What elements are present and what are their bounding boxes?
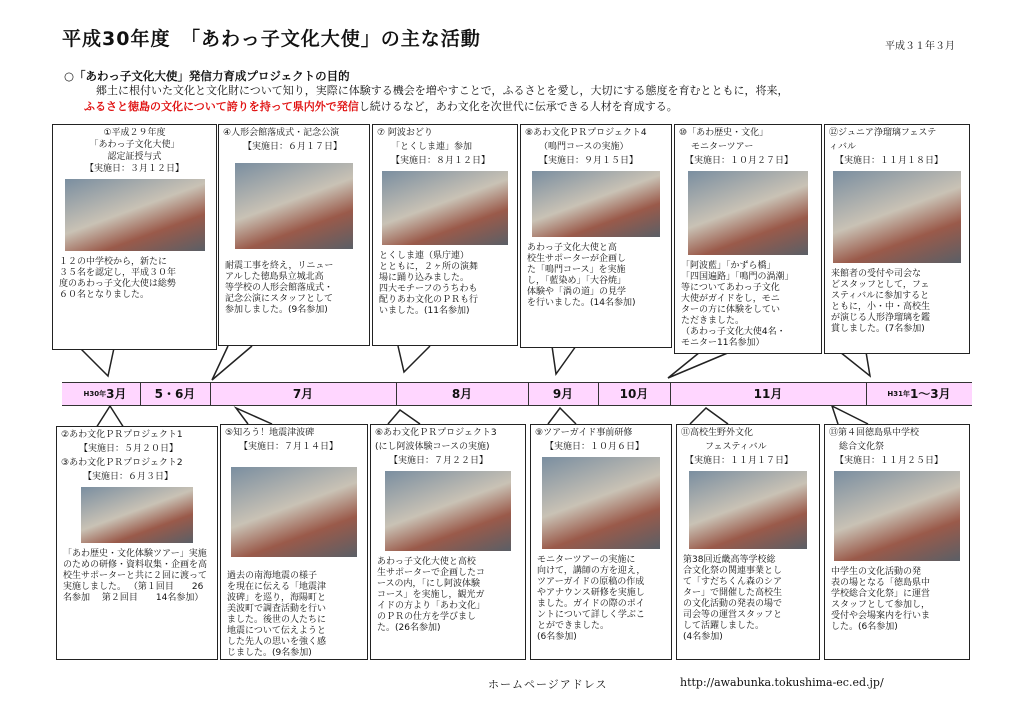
card-heading: ⑥あわ文化ＰＲプロジェクト3 [375,428,497,438]
timeline-divider [866,382,867,406]
timeline-divider [140,382,141,406]
card-body: 過去の南海地震の様子 を現在に伝える「地震津 波碑」を巡り，海陽町と 美波町で調査活動を行い ました。後世の人たちに 地震について伝えようと した先人の思いを強く感 じました。(9名参加) [227,571,327,658]
card-heading: ⑤知ろう！地震津波碑 [225,428,315,438]
pointer-card-10 [668,352,730,378]
card-heading: ④人形会館落成式・記念公演 [223,128,340,138]
timeline-divider [396,382,397,406]
card-body: １２の中学校から，新たに ３５名を認定し，平成３０年 度のあわっ子文化大使は総勢 ６０名となりました。 [59,257,177,300]
footer-url-link[interactable]: http://awabunka.tokushima-ec.ed.jp/ [680,676,884,689]
card-heading: ⑫ジュニア浄瑠璃フェステ [829,128,937,138]
activity-card-8 [520,124,672,348]
photo [385,471,511,551]
card-subheading: （鳴門コースの実施） [539,142,629,152]
photo [235,163,353,249]
timeline-divider [210,382,211,406]
card-date: 【実施日：１０月２７日】 [685,156,794,166]
card-subheading: モニターツアー [691,142,754,152]
pointer-card-5 [236,408,272,424]
card-heading: ⑦ 阿波おどり [377,128,433,138]
card-date: 【実施日：７月２２日】 [389,456,489,466]
pointer-card-12 [840,352,870,376]
activity-card-9 [530,424,672,660]
photo [688,171,808,255]
card-date: 【実施日：５月２０日】 [79,444,179,454]
card-subheading: ィバル [829,142,857,152]
card-date-2: 【実施日：６月３日】 [83,472,174,482]
card-subheading-2: 認定証授与式 [107,152,162,162]
activity-card-4 [218,124,370,346]
photo [81,487,193,543]
timeline-h30-march [70,384,140,404]
card-body: 第38回近畿高等学校総 合文化祭の関連事業とし て「すだちくん森のシア ター」で開催した高校生 の文化活動の発表の場で 司会等の運営スタッフと して活躍しました。 (4名参加) [683,555,783,642]
photo [689,471,807,549]
card-date: 【実施日：１１月２５日】 [835,456,944,466]
pointer-card-6 [388,410,420,424]
photo [532,171,660,237]
timeline-november: 11月 [753,387,783,401]
footer-label: ホームページアドレス [488,678,608,691]
photo [834,471,960,561]
card-subheading: 総合文化祭 [839,442,885,452]
purpose-heading: ○「あわっ子文化大使」発信力育成プロジェクトの目的 [64,69,350,83]
issue-date: 平成３１年３月 [885,41,955,52]
activity-card-2-3 [56,426,218,660]
photo [833,171,961,263]
activity-card-5 [220,424,368,660]
card-body: モニターツアーの実施に 向けて，講師の方を迎え， ツアーガイドの原稿の作成 やアナウンス研修を実施し ました。ガイドの際のポイ ントについて詳しく学ぶこ とができました。 (6名参加) [537,555,646,642]
card-heading: ⑧あわ文化ＰＲプロジェクト4 [525,128,647,138]
activity-card-6 [370,424,526,660]
card-heading: ①平成２９年度 [103,128,166,138]
activity-card-1 [52,124,217,350]
card-heading-2: ③あわ文化ＰＲプロジェクト2 [61,458,183,468]
card-body: 中学生の文化活動の発 表の場となる「徳島県中 学校総合文化祭」に運営 スタッフとして参加し， 受付や会場案内を行いま した。(6名参加) [831,567,931,632]
timeline-july: 7月 [292,387,314,401]
pointer-card-1 [80,348,114,376]
activity-card-11 [676,424,820,660]
card-subheading: 「あわっ子文化大使」 [89,140,180,150]
photo [542,457,660,549]
card-date: 【実施日：６月１７日】 [243,142,343,152]
activity-card-12 [824,124,970,354]
card-date: 【実施日：１１月１８日】 [835,156,944,166]
card-heading: ⑬第４回徳島県中学校 [829,428,920,438]
card-body: 来館者の受付や司会な どスタッフとして，フェ スティバルに参加すると ともに，小・中・高校生 が演じる人形浄瑠璃を鑑 賞しました。(7名参加) [831,269,931,334]
card-body: 耐震工事を終え，リニュー アルした徳島県立城北高 等学校の人形会館落成式・ 記念公演にスタッフとして 参加しました。(9名参加) [225,261,334,315]
purpose-line-2-rest: し続けるなど，あわ文化を次世代に伝承できる人材を育成する。 [358,100,678,113]
photo [65,179,205,251]
photo [382,171,508,245]
card-heading: ⑩「あわ歴史・文化」 [679,128,769,138]
pointer-card-7 [398,346,430,372]
photo [231,467,357,557]
timeline-september: 9月 [552,387,574,401]
timeline-october: 10月 [619,387,649,401]
card-body: 「阿波藍」「かずら橋」 「四国遍路」「鳴門の渦潮」 等についてあわっ子文化 大使がガイドをし，モニ ターの方に体験をしてい ただきました。 （あわっ子文化大使4名・ モニター11名参加） [681,261,794,348]
timeline-august: 8月 [451,387,473,401]
pointer-card-9 [548,408,576,424]
activity-card-7 [372,124,518,346]
timeline-label: 3月 [106,387,127,401]
pointer-card-2 [96,406,124,428]
purpose-highlight: ふるさと徳島の文化について誇りを持って県内外で発信 [84,100,359,113]
card-date: 【実施日：１１月１７日】 [685,456,794,466]
card-date: 【実施日：９月１５日】 [539,156,639,166]
activity-card-10 [674,124,822,354]
page-title: 平成30年度 「あわっ子文化大使」の主な活動 [62,28,481,50]
card-date: 【実施日：３月１２日】 [84,164,184,174]
card-subheading: フェスティバル [705,442,767,452]
pointer-card-8 [552,346,576,374]
timeline-year-h30: H30年 [83,390,107,398]
card-body: あわっ子文化大使と高 校生サポーターが企画し た「鳴門コース」を実施 し，「藍染め」「大谷焼」 体験や「渦の道」の見学 を行いました。(14名参加) [527,243,636,308]
timeline-h31-jan-mar [866,384,972,404]
timeline-may-june: 5・6月 [154,387,196,401]
timeline-year-h31: H31年 [887,390,910,398]
pointer-card-4 [212,346,252,380]
card-heading: ②あわ文化ＰＲプロジェクト1 [61,430,183,440]
card-subheading: 「とくしま連」参加 [391,142,473,152]
activity-card-13 [824,424,970,660]
pointer-card-11 [690,408,728,424]
card-body: とくしま連（県庁連） とともに，２ヶ所の演舞 場に踊り込みました。 四大モチーフのうちわも 配りあわ文化のＰＲも行 いました。(11名参加) [379,251,479,316]
card-heading: ⑨ツアーガイド事前研修 [535,428,633,438]
timeline-label: 1～3月 [909,387,951,401]
card-subheading: (にし阿波体験コースの実施) [375,442,490,452]
card-date: 【実施日：１０月６日】 [545,442,645,452]
card-body: あわっ子文化大使と高校 生サポーターで企画したコ ースの内，「にし阿波体験 コース」を実施し，観光ガ イドの方より「あわ文化」 のＰＲの仕方を学びまし た。(26名参加) [377,557,486,633]
timeline-divider [670,382,671,406]
pointer-card-13 [832,406,868,424]
card-heading: ⑪高校生野外文化 [681,428,754,438]
card-date: 【実施日：７月１４日】 [239,442,339,452]
card-date: 【実施日：８月１２日】 [391,156,491,166]
timeline-divider [598,382,599,406]
purpose-line-1: 郷土に根付いた文化と文化財について知り，実際に体験する機会を増やすことで，ふるさとを愛し，大切にする態度を育むとともに，将来， [96,84,789,97]
card-body: 「あわ歴史・文化体験ツアー」実施のための研修・資料収集・企画を高校生サポーターと共に２回に渡って実施しました。 （第１回目 26名参加 第２回目 14名参加） [63,549,208,603]
timeline-divider [528,382,529,406]
